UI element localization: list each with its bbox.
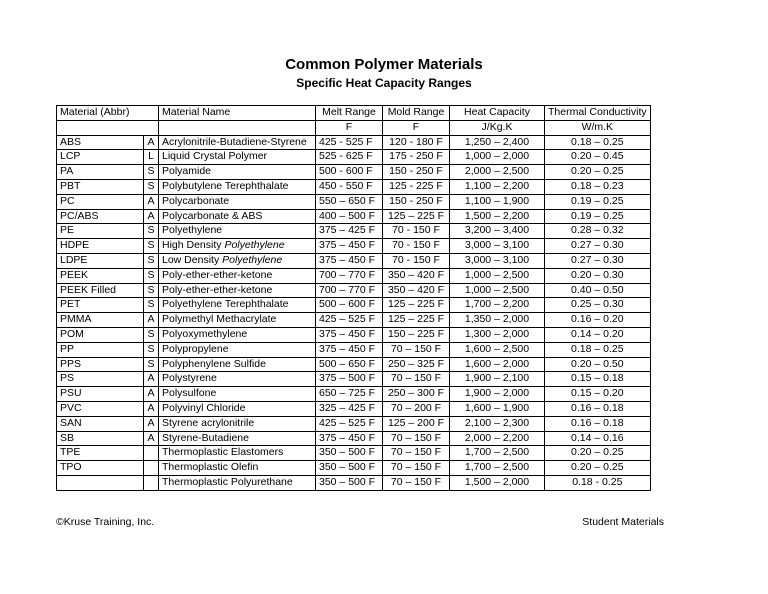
cell-cond: 0.14 – 0.20: [545, 327, 651, 342]
polymer-table: [56, 105, 651, 491]
cell-abbr: PBT: [57, 179, 144, 194]
cell-type: S: [144, 327, 159, 342]
cell-abbr: PPS: [57, 357, 144, 372]
cell-abbr: POM: [57, 327, 144, 342]
table-row: [57, 416, 651, 431]
cell-type: S: [144, 165, 159, 180]
cell-abbr: HDPE: [57, 239, 144, 254]
cell-cond: 0.20 – 0.25: [545, 446, 651, 461]
cell-melt: 350 – 500 F: [316, 446, 383, 461]
cell-abbr: PC/ABS: [57, 209, 144, 224]
table-row: [57, 357, 651, 372]
cell-heat: 1,500 – 2,000: [450, 475, 545, 490]
cell-mold: 350 – 420 F: [383, 268, 450, 283]
cell-name: Styrene acrylonitrile: [159, 416, 316, 431]
cell-mold: 70 – 150 F: [383, 475, 450, 490]
page-title: Common Polymer Materials: [285, 56, 483, 73]
cell-mold: 70 - 150 F: [383, 239, 450, 254]
cell-type: S: [144, 357, 159, 372]
units-mold: F: [383, 120, 450, 135]
cell-type: A: [144, 194, 159, 209]
header-heat: Heat Capacity: [450, 106, 545, 121]
cell-melt: 375 – 425 F: [316, 224, 383, 239]
cell-melt: 375 – 450 F: [316, 431, 383, 446]
cell-abbr: PP: [57, 342, 144, 357]
cell-cond: 0.25 – 0.30: [545, 298, 651, 313]
cell-mold: 250 – 325 F: [383, 357, 450, 372]
cell-name: Acrylonitrile-Butadiene-Styrene: [159, 135, 316, 150]
cell-melt: 325 – 425 F: [316, 401, 383, 416]
cell-melt: 500 – 650 F: [316, 357, 383, 372]
cell-mold: 120 - 180 F: [383, 135, 450, 150]
cell-melt: 375 – 450 F: [316, 253, 383, 268]
cell-abbr: PA: [57, 165, 144, 180]
cell-abbr: PEEK: [57, 268, 144, 283]
cell-cond: 0.27 – 0.30: [545, 253, 651, 268]
cell-heat: 1,700 – 2,200: [450, 298, 545, 313]
cell-mold: 70 – 150 F: [383, 342, 450, 357]
footer-label: Student Materials: [582, 516, 664, 528]
cell-type: S: [144, 268, 159, 283]
cell-heat: 1,600 – 2,000: [450, 357, 545, 372]
header-row: [57, 106, 651, 121]
cell-type: S: [144, 342, 159, 357]
cell-type: S: [144, 239, 159, 254]
cell-mold: 70 – 150 F: [383, 431, 450, 446]
cell-mold: 175 - 250 F: [383, 150, 450, 165]
cell-name: Poly-ether-ether-ketone: [159, 268, 316, 283]
cell-name: Polyoxymethylene: [159, 327, 316, 342]
cell-heat: 1,100 – 1,900: [450, 194, 545, 209]
cell-cond: 0.16 – 0.20: [545, 313, 651, 328]
cell-heat: 1,700 – 2,500: [450, 461, 545, 476]
cell-cond: 0.18 – 0.25: [545, 342, 651, 357]
cell-abbr: PSU: [57, 387, 144, 402]
cell-cond: 0.27 – 0.30: [545, 239, 651, 254]
cell-melt: 700 – 770 F: [316, 268, 383, 283]
cell-name: Thermoplastic Olefin: [159, 461, 316, 476]
cell-mold: 125 - 225 F: [383, 179, 450, 194]
cell-heat: 1,000 – 2,500: [450, 283, 545, 298]
cell-melt: 375 – 450 F: [316, 327, 383, 342]
cell-heat: 2,100 – 2,300: [450, 416, 545, 431]
cell-type: A: [144, 401, 159, 416]
cell-name: Liquid Crystal Polymer: [159, 150, 316, 165]
page-subtitle: Specific Heat Capacity Ranges: [296, 76, 472, 90]
cell-cond: 0.20 – 0.45: [545, 150, 651, 165]
cell-cond: 0.20 – 0.25: [545, 165, 651, 180]
cell-name: Thermoplastic Elastomers: [159, 446, 316, 461]
cell-heat: 1,250 – 2,400: [450, 135, 545, 150]
cell-type: A: [144, 387, 159, 402]
cell-name: [159, 239, 316, 254]
footer-copyright: ©Kruse Training, Inc.: [56, 516, 155, 528]
cell-abbr: PMMA: [57, 313, 144, 328]
table-row: [57, 253, 651, 268]
cell-type: [144, 461, 159, 476]
cell-abbr: PE: [57, 224, 144, 239]
cell-abbr: SAN: [57, 416, 144, 431]
cell-name-prefix: High Density: [162, 239, 225, 252]
table-row: [57, 268, 651, 283]
cell-mold: 70 - 150 F: [383, 224, 450, 239]
table-row: [57, 342, 651, 357]
cell-mold: 125 – 225 F: [383, 313, 450, 328]
cell-cond: 0.40 – 0.50: [545, 283, 651, 298]
cell-name: Poly-ether-ether-ketone: [159, 283, 316, 298]
cell-cond: 0.19 – 0.25: [545, 194, 651, 209]
cell-mold: 70 – 150 F: [383, 461, 450, 476]
table-row: [57, 372, 651, 387]
units-row: [57, 120, 651, 135]
cell-melt: 375 – 450 F: [316, 342, 383, 357]
cell-cond: 0.18 – 0.23: [545, 179, 651, 194]
cell-melt: 500 - 600 F: [316, 165, 383, 180]
cell-heat: 3,000 – 3,100: [450, 239, 545, 254]
cell-melt: 650 – 725 F: [316, 387, 383, 402]
cell-type: A: [144, 372, 159, 387]
table-row: [57, 179, 651, 194]
cell-heat: 2,000 – 2,200: [450, 431, 545, 446]
table-row: [57, 431, 651, 446]
table-row: [57, 150, 651, 165]
cell-cond: 0.28 – 0.32: [545, 224, 651, 239]
cell-heat: 1,900 – 2,100: [450, 372, 545, 387]
cell-name: Polysulfone: [159, 387, 316, 402]
cell-name: Styrene-Butadiene: [159, 431, 316, 446]
cell-name: Polyethylene Terephthalate: [159, 298, 316, 313]
cell-cond: 0.16 – 0.18: [545, 401, 651, 416]
cell-type: [144, 475, 159, 490]
cell-cond: 0.20 – 0.30: [545, 268, 651, 283]
units-abbr: [57, 120, 159, 135]
cell-abbr: TPO: [57, 461, 144, 476]
cell-mold: 70 - 150 F: [383, 253, 450, 268]
cell-melt: 375 – 450 F: [316, 239, 383, 254]
cell-name: Thermoplastic Polyurethane: [159, 475, 316, 490]
cell-mold: 125 – 225 F: [383, 298, 450, 313]
table-row: [57, 209, 651, 224]
units-cond: W/m.K: [545, 120, 651, 135]
cell-name: Polycarbonate: [159, 194, 316, 209]
cell-abbr: TPE: [57, 446, 144, 461]
cell-abbr: LCP: [57, 150, 144, 165]
cell-heat: 1,000 – 2,500: [450, 268, 545, 283]
cell-cond: 0.16 – 0.18: [545, 416, 651, 431]
cell-name: Polymethyl Methacrylate: [159, 313, 316, 328]
cell-heat: 1,500 – 2,200: [450, 209, 545, 224]
cell-type: A: [144, 135, 159, 150]
table-row: [57, 224, 651, 239]
cell-name: [159, 253, 316, 268]
table-row: [57, 239, 651, 254]
header-mold: Mold Range: [383, 106, 450, 121]
cell-type: S: [144, 298, 159, 313]
cell-heat: 1,600 – 2,500: [450, 342, 545, 357]
cell-cond: 0.19 – 0.25: [545, 209, 651, 224]
cell-name-prefix: Low Density: [162, 253, 223, 266]
cell-abbr: PEEK Filled: [57, 283, 144, 298]
cell-abbr: ABS: [57, 135, 144, 150]
cell-mold: 70 – 200 F: [383, 401, 450, 416]
units-name: [159, 120, 316, 135]
cell-mold: 70 – 150 F: [383, 446, 450, 461]
cell-melt: 525 - 625 F: [316, 150, 383, 165]
cell-heat: 2,000 – 2,500: [450, 165, 545, 180]
table-row: [57, 446, 651, 461]
cell-melt: 450 - 550 F: [316, 179, 383, 194]
cell-mold: 70 – 150 F: [383, 372, 450, 387]
cell-cond: 0.15 – 0.20: [545, 387, 651, 402]
units-heat: J/Kg.K: [450, 120, 545, 135]
header-cond: Thermal Conductivity: [545, 106, 651, 121]
cell-cond: 0.18 - 0.25: [545, 475, 651, 490]
table-row: [57, 135, 651, 150]
cell-type: S: [144, 179, 159, 194]
cell-type: [144, 446, 159, 461]
cell-name: Polyvinyl Chloride: [159, 401, 316, 416]
cell-abbr: PVC: [57, 401, 144, 416]
table-row: [57, 194, 651, 209]
cell-type: A: [144, 209, 159, 224]
cell-melt: 375 – 500 F: [316, 372, 383, 387]
table-row: [57, 387, 651, 402]
cell-melt: 425 - 525 F: [316, 135, 383, 150]
table-row: [57, 298, 651, 313]
cell-melt: 425 – 525 F: [316, 416, 383, 431]
header-name: Material Name: [159, 106, 316, 121]
header-melt: Melt Range: [316, 106, 383, 121]
cell-type: S: [144, 253, 159, 268]
cell-mold: 350 – 420 F: [383, 283, 450, 298]
cell-abbr: PS: [57, 372, 144, 387]
cell-abbr: PC: [57, 194, 144, 209]
cell-heat: 1,350 – 2,000: [450, 313, 545, 328]
cell-mold: 250 – 300 F: [383, 387, 450, 402]
cell-mold: 150 - 250 F: [383, 165, 450, 180]
table-row: [57, 313, 651, 328]
table-row: [57, 401, 651, 416]
cell-name: Polystyrene: [159, 372, 316, 387]
header-abbr: Material (Abbr): [57, 106, 159, 121]
cell-abbr: SB: [57, 431, 144, 446]
cell-mold: 150 - 250 F: [383, 194, 450, 209]
cell-name: Polyphenylene Sulfide: [159, 357, 316, 372]
cell-cond: 0.15 – 0.18: [545, 372, 651, 387]
cell-name-italic: Polyethylene: [222, 253, 283, 266]
cell-abbr: PET: [57, 298, 144, 313]
cell-heat: 1,700 – 2,500: [450, 446, 545, 461]
table-row: [57, 327, 651, 342]
cell-name: Polyamide: [159, 165, 316, 180]
cell-mold: 125 – 225 F: [383, 209, 450, 224]
cell-melt: 350 – 500 F: [316, 475, 383, 490]
cell-name: Polypropylene: [159, 342, 316, 357]
cell-name: Polybutylene Terephthalate: [159, 179, 316, 194]
cell-cond: 0.20 – 0.25: [545, 461, 651, 476]
cell-type: A: [144, 416, 159, 431]
cell-heat: 1,100 – 2,200: [450, 179, 545, 194]
cell-melt: 550 – 650 F: [316, 194, 383, 209]
cell-melt: 425 – 525 F: [316, 313, 383, 328]
cell-melt: 500 – 600 F: [316, 298, 383, 313]
cell-type: S: [144, 224, 159, 239]
cell-type: A: [144, 313, 159, 328]
cell-name: Polyethylene: [159, 224, 316, 239]
cell-mold: 125 – 200 F: [383, 416, 450, 431]
table-row: [57, 475, 651, 490]
cell-melt: 350 – 500 F: [316, 461, 383, 476]
cell-heat: 3,000 – 3,100: [450, 253, 545, 268]
table-row: [57, 283, 651, 298]
cell-type: A: [144, 431, 159, 446]
table-row: [57, 165, 651, 180]
cell-name-italic: Polyethylene: [224, 239, 285, 252]
cell-cond: 0.20 – 0.50: [545, 357, 651, 372]
cell-heat: 3,200 – 3,400: [450, 224, 545, 239]
cell-mold: 150 – 225 F: [383, 327, 450, 342]
table-row: [57, 461, 651, 476]
cell-melt: 700 – 770 F: [316, 283, 383, 298]
cell-heat: 1,000 – 2,000: [450, 150, 545, 165]
cell-abbr: LDPE: [57, 253, 144, 268]
units-melt: F: [316, 120, 383, 135]
cell-cond: 0.18 – 0.25: [545, 135, 651, 150]
cell-heat: 1,600 – 1,900: [450, 401, 545, 416]
cell-name: Polycarbonate & ABS: [159, 209, 316, 224]
cell-type: S: [144, 283, 159, 298]
cell-heat: 1,900 – 2,000: [450, 387, 545, 402]
cell-type: L: [144, 150, 159, 165]
cell-heat: 1,300 – 2,000: [450, 327, 545, 342]
cell-cond: 0.14 – 0.16: [545, 431, 651, 446]
cell-melt: 400 – 500 F: [316, 209, 383, 224]
cell-abbr: [57, 475, 144, 490]
